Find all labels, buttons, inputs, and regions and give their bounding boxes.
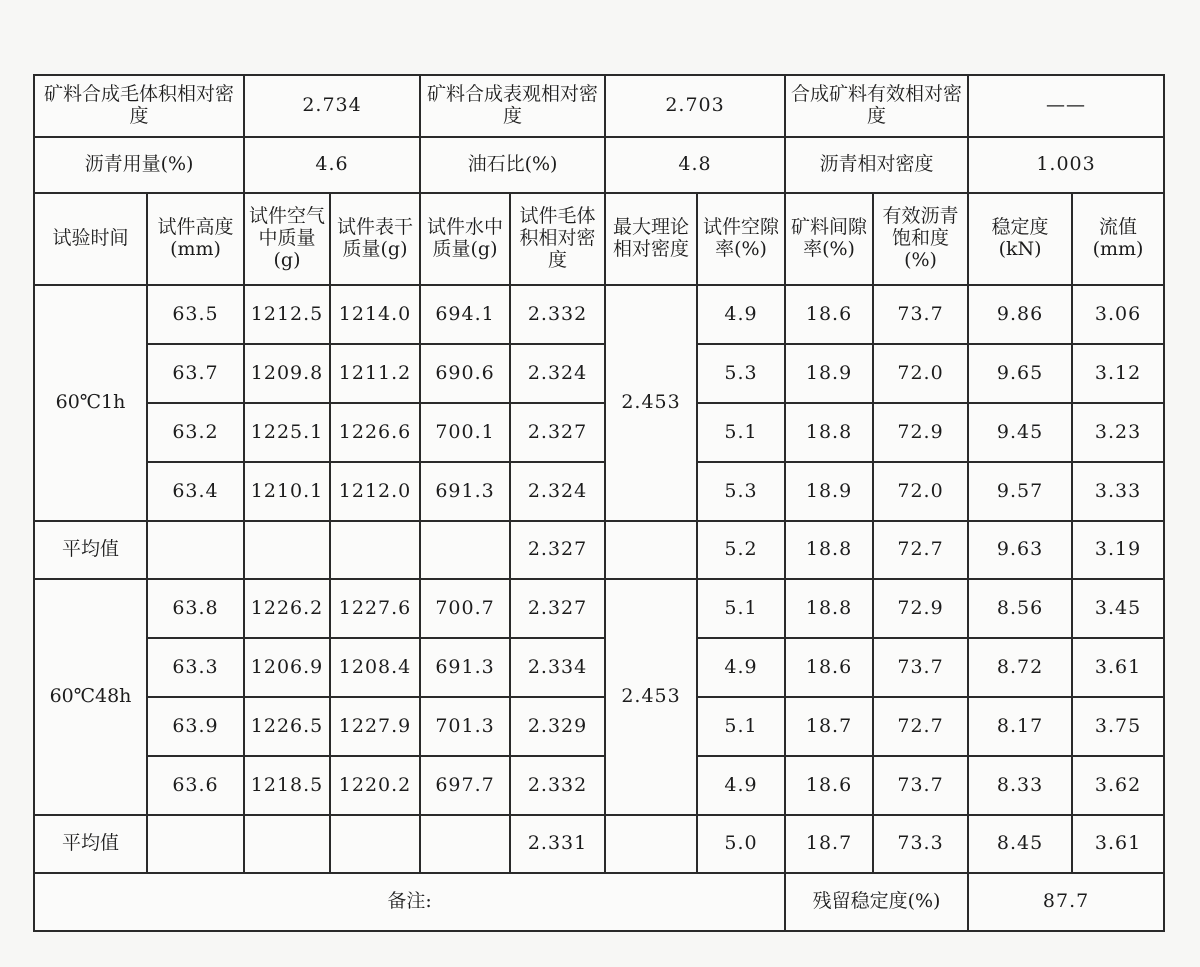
cell-bulk-sg: 2.327 — [510, 579, 605, 638]
asphalt-density-value: 1.003 — [968, 137, 1164, 193]
cell-vma: 18.6 — [785, 638, 873, 697]
cell-stability: 9.65 — [968, 344, 1072, 403]
cell-mass-water: 690.6 — [420, 344, 510, 403]
header-bulk-sg: 试件毛体积相对密度 — [510, 193, 605, 285]
cell-vfa: 72.9 — [873, 579, 968, 638]
average-row — [34, 815, 1164, 873]
cell-mass-water: 700.1 — [420, 403, 510, 462]
empty-cell — [244, 521, 330, 579]
average-label: 平均值 — [34, 815, 147, 873]
empty-cell — [244, 815, 330, 873]
cell-flow: 3.75 — [1072, 697, 1164, 756]
cell-mass-ssd: 1214.0 — [330, 285, 420, 344]
avg-vfa: 72.7 — [873, 521, 968, 579]
residual-stability-value: 87.7 — [968, 873, 1164, 931]
cell-stability: 9.86 — [968, 285, 1072, 344]
avg-stability: 8.45 — [968, 815, 1072, 873]
empty-cell — [605, 815, 697, 873]
cell-air-voids: 4.9 — [697, 638, 785, 697]
apparent-density-label: 矿料合成表观相对密度 — [420, 75, 605, 137]
cell-height: 63.8 — [147, 579, 244, 638]
cell-flow: 3.23 — [1072, 403, 1164, 462]
empty-cell — [147, 815, 244, 873]
header-mass-air: 试件空气中质量(g) — [244, 193, 330, 285]
empty-cell — [330, 521, 420, 579]
table-row — [34, 756, 1164, 815]
cell-flow: 3.06 — [1072, 285, 1164, 344]
header-max-sg: 最大理论相对密度 — [605, 193, 697, 285]
cell-stability: 8.33 — [968, 756, 1072, 815]
header-mass-ssd: 试件表干质量(g) — [330, 193, 420, 285]
bulk-density-value: 2.734 — [244, 75, 420, 137]
cell-mass-air: 1212.5 — [244, 285, 330, 344]
cell-mass-ssd: 1208.4 — [330, 638, 420, 697]
cell-flow: 3.12 — [1072, 344, 1164, 403]
info-row-1 — [34, 75, 1164, 137]
avg-flow: 3.61 — [1072, 815, 1164, 873]
cell-bulk-sg: 2.324 — [510, 462, 605, 521]
cell-bulk-sg: 2.324 — [510, 344, 605, 403]
cell-mass-water: 701.3 — [420, 697, 510, 756]
cell-air-voids: 4.9 — [697, 285, 785, 344]
cell-vma: 18.8 — [785, 579, 873, 638]
cell-stability: 9.45 — [968, 403, 1072, 462]
asphalt-content-label: 沥青用量(%) — [34, 137, 244, 193]
cell-mass-ssd: 1226.6 — [330, 403, 420, 462]
residual-stability-label: 残留稳定度(%) — [785, 873, 968, 931]
cell-vma: 18.8 — [785, 403, 873, 462]
cell-mass-ssd: 1212.0 — [330, 462, 420, 521]
cell-height: 63.6 — [147, 756, 244, 815]
column-header-row — [34, 193, 1164, 285]
marshall-test-table — [33, 74, 1165, 932]
empty-cell — [605, 521, 697, 579]
cell-stability: 9.57 — [968, 462, 1072, 521]
cell-height: 63.2 — [147, 403, 244, 462]
remarks-label: 备注: — [34, 873, 785, 931]
table-row — [34, 344, 1164, 403]
cell-height: 63.7 — [147, 344, 244, 403]
cell-vfa: 73.7 — [873, 638, 968, 697]
table-row — [34, 579, 1164, 638]
group-max-sg: 2.453 — [605, 285, 697, 521]
cell-stability: 8.56 — [968, 579, 1072, 638]
empty-cell — [420, 815, 510, 873]
cell-height: 63.4 — [147, 462, 244, 521]
cell-mass-water: 691.3 — [420, 638, 510, 697]
cell-vma: 18.6 — [785, 756, 873, 815]
table-row — [34, 462, 1164, 521]
effective-density-label: 合成矿料有效相对密度 — [785, 75, 968, 137]
cell-flow: 3.33 — [1072, 462, 1164, 521]
avg-vma: 18.8 — [785, 521, 873, 579]
table-row — [34, 403, 1164, 462]
asphalt-content-value: 4.6 — [244, 137, 420, 193]
avg-flow: 3.19 — [1072, 521, 1164, 579]
info-row-2 — [34, 137, 1164, 193]
cell-mass-water: 691.3 — [420, 462, 510, 521]
avg-air-voids: 5.0 — [697, 815, 785, 873]
cell-air-voids: 4.9 — [697, 756, 785, 815]
cell-mass-air: 1206.9 — [244, 638, 330, 697]
empty-cell — [420, 521, 510, 579]
cell-bulk-sg: 2.327 — [510, 403, 605, 462]
cell-flow: 3.62 — [1072, 756, 1164, 815]
cell-stability: 8.17 — [968, 697, 1072, 756]
cell-mass-ssd: 1211.2 — [330, 344, 420, 403]
header-air-voids: 试件空隙率(%) — [697, 193, 785, 285]
cell-mass-ssd: 1220.2 — [330, 756, 420, 815]
cell-air-voids: 5.1 — [697, 403, 785, 462]
cell-vma: 18.7 — [785, 697, 873, 756]
cell-vfa: 72.7 — [873, 697, 968, 756]
cell-vfa: 72.0 — [873, 462, 968, 521]
cell-bulk-sg: 2.334 — [510, 638, 605, 697]
empty-cell — [147, 521, 244, 579]
header-height: 试件高度(mm) — [147, 193, 244, 285]
cell-mass-air: 1226.5 — [244, 697, 330, 756]
average-label: 平均值 — [34, 521, 147, 579]
header-vfa: 有效沥青饱和度(%) — [873, 193, 968, 285]
table-row — [34, 285, 1164, 344]
cell-vma: 18.6 — [785, 285, 873, 344]
table-row — [34, 697, 1164, 756]
empty-cell — [330, 815, 420, 873]
header-vma: 矿料间隙率(%) — [785, 193, 873, 285]
cell-bulk-sg: 2.329 — [510, 697, 605, 756]
cell-vma: 18.9 — [785, 462, 873, 521]
oil-stone-ratio-label: 油石比(%) — [420, 137, 605, 193]
cell-mass-air: 1209.8 — [244, 344, 330, 403]
footer-row — [34, 873, 1164, 931]
cell-stability: 8.72 — [968, 638, 1072, 697]
cell-air-voids: 5.3 — [697, 462, 785, 521]
cell-mass-water: 700.7 — [420, 579, 510, 638]
cell-vma: 18.9 — [785, 344, 873, 403]
cell-flow: 3.61 — [1072, 638, 1164, 697]
cell-height: 63.9 — [147, 697, 244, 756]
avg-vfa: 73.3 — [873, 815, 968, 873]
header-stability: 稳定度(kN) — [968, 193, 1072, 285]
avg-bulk-sg: 2.327 — [510, 521, 605, 579]
bulk-density-label: 矿料合成毛体积相对密度 — [34, 75, 244, 137]
table-row — [34, 638, 1164, 697]
avg-stability: 9.63 — [968, 521, 1072, 579]
cell-height: 63.5 — [147, 285, 244, 344]
cell-mass-air: 1226.2 — [244, 579, 330, 638]
group-label: 60℃1h — [34, 285, 147, 521]
asphalt-density-label: 沥青相对密度 — [785, 137, 968, 193]
cell-bulk-sg: 2.332 — [510, 285, 605, 344]
cell-height: 63.3 — [147, 638, 244, 697]
cell-mass-water: 694.1 — [420, 285, 510, 344]
group-max-sg: 2.453 — [605, 579, 697, 815]
cell-mass-air: 1218.5 — [244, 756, 330, 815]
avg-air-voids: 5.2 — [697, 521, 785, 579]
effective-density-value: —— — [968, 75, 1164, 137]
average-row — [34, 521, 1164, 579]
cell-bulk-sg: 2.332 — [510, 756, 605, 815]
cell-mass-water: 697.7 — [420, 756, 510, 815]
avg-vma: 18.7 — [785, 815, 873, 873]
header-mass-water: 试件水中质量(g) — [420, 193, 510, 285]
header-flow: 流值(mm) — [1072, 193, 1164, 285]
cell-air-voids: 5.3 — [697, 344, 785, 403]
cell-mass-ssd: 1227.6 — [330, 579, 420, 638]
cell-vfa: 73.7 — [873, 756, 968, 815]
cell-air-voids: 5.1 — [697, 697, 785, 756]
cell-flow: 3.45 — [1072, 579, 1164, 638]
cell-mass-air: 1210.1 — [244, 462, 330, 521]
group-label: 60℃48h — [34, 579, 147, 815]
cell-vfa: 72.0 — [873, 344, 968, 403]
cell-air-voids: 5.1 — [697, 579, 785, 638]
cell-mass-air: 1225.1 — [244, 403, 330, 462]
cell-vfa: 73.7 — [873, 285, 968, 344]
oil-stone-ratio-value: 4.8 — [605, 137, 785, 193]
cell-vfa: 72.9 — [873, 403, 968, 462]
header-test-time: 试验时间 — [34, 193, 147, 285]
avg-bulk-sg: 2.331 — [510, 815, 605, 873]
apparent-density-value: 2.703 — [605, 75, 785, 137]
cell-mass-ssd: 1227.9 — [330, 697, 420, 756]
